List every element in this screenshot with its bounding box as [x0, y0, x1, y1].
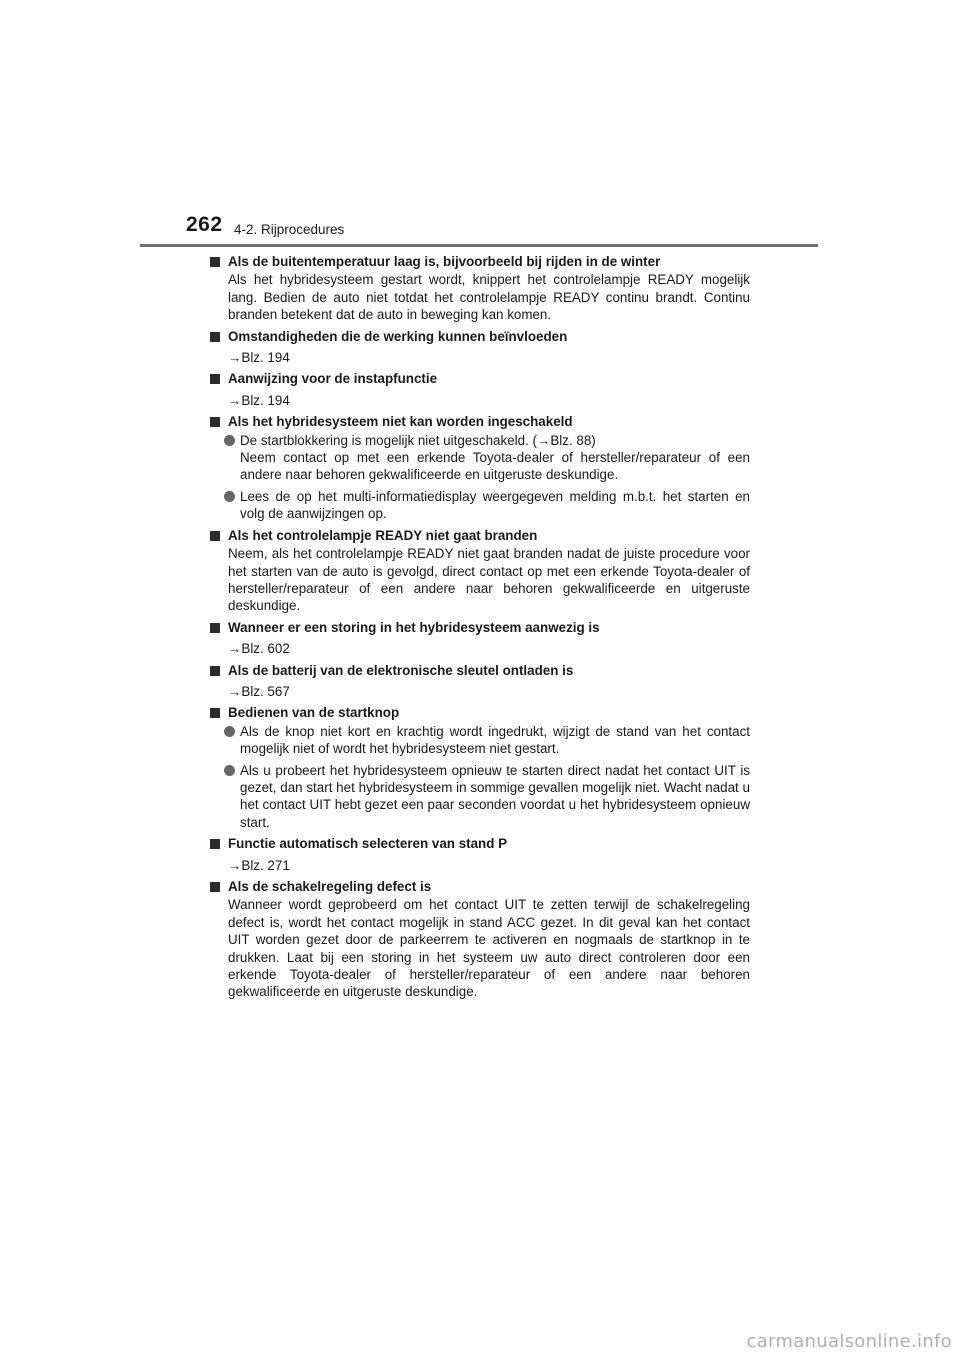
- section-heading: Als het hybridesysteem niet kan worden ingeschakeld: [210, 413, 750, 430]
- section-start-button: [210, 704, 750, 831]
- section-label: 4-2. Rijprocedures: [234, 222, 345, 237]
- square-bullet-icon: [210, 417, 220, 427]
- section-heading: Functie automatisch selecteren van stand P: [210, 835, 750, 852]
- section-heading: Als de schakelregeling defect is: [210, 878, 750, 895]
- page-reference[interactable]: →Blz. 194: [228, 392, 290, 408]
- section-system-malfunction: [210, 619, 750, 658]
- section-heading: Omstandigheden die de werking kunnen beïnvloeden: [210, 328, 750, 345]
- section-entry-function: [210, 370, 750, 409]
- arrow-right-icon: →: [228, 683, 242, 699]
- list-item: Als u probeert het hybridesysteem opnieuw te starten direct nadat het contact UIT is gezet, dan start het hybridesysteem in sommige gevallen mogelijk niet. Wacht nadat u het contact UIT hebt gezet een paar seconden voordat u het hybridesysteem opnieuw start.: [210, 762, 750, 832]
- square-bullet-icon: [210, 531, 220, 541]
- section-body: Neem, als het controlelampje READY niet gaat branden nadat de juiste procedure voor het starten van de auto is gevolgd, direct contact op met een erkende Toyota-dealer of hersteller/reparateur of een andere naar behoren gekwalificeerde en uitgeruste deskundige.: [228, 546, 750, 614]
- header-rule: [140, 244, 818, 247]
- square-bullet-icon: [210, 257, 220, 267]
- round-bullet-icon: [224, 726, 235, 737]
- arrow-right-icon: →: [228, 857, 242, 873]
- list-item: De startblokkering is mogelijk niet uitgeschakeld. (→Blz. 88) Neem contact op met een erkende Toyota-dealer of hersteller/reparateur of een andere naar behoren gekwalificeerde en uitgeruste deskundige.: [210, 432, 750, 484]
- arrow-right-icon: →: [228, 392, 242, 408]
- square-bullet-icon: [210, 374, 220, 384]
- section-shift-control: [210, 878, 750, 1001]
- square-bullet-icon: [210, 623, 220, 633]
- round-bullet-icon: [224, 491, 235, 502]
- square-bullet-icon: [210, 839, 220, 849]
- list-item: Als de knop niet kort en krachtig wordt ingedrukt, wijzigt de stand van het contact mogelijk niet of wordt het hybridesysteem niet gestart.: [210, 723, 750, 758]
- section-heading: Als de batterij van de elektronische sleutel ontladen is: [210, 662, 750, 679]
- list-item: Lees de op het multi-informatiedisplay weergegeven melding m.b.t. het starten en volg de aanwijzingen op.: [210, 488, 750, 523]
- section-heading: Als de buitentemperatuur laag is, bijvoorbeeld bij rijden in de winter: [210, 253, 750, 270]
- square-bullet-icon: [210, 882, 220, 892]
- arrow-right-icon: →: [228, 350, 242, 366]
- page-content: [210, 253, 750, 1005]
- page-reference[interactable]: →Blz. 602: [228, 641, 290, 657]
- section-heading: Als het controlelampje READY niet gaat branden: [210, 527, 750, 544]
- square-bullet-icon: [210, 666, 220, 676]
- section-key-battery: [210, 662, 750, 701]
- page-reference[interactable]: →Blz. 567: [228, 683, 290, 699]
- round-bullet-icon: [224, 765, 235, 776]
- watermark[interactable]: carmanualsonline.info: [746, 1331, 952, 1352]
- section-heading: Wanneer er een storing in het hybridesysteem aanwezig is: [210, 619, 750, 636]
- section-auto-p: [210, 835, 750, 874]
- page-number: 262: [186, 213, 223, 236]
- section-cold-temperature: [210, 253, 750, 324]
- section-heading: Bedienen van de startknop: [210, 704, 750, 721]
- page-reference[interactable]: →Blz. 194: [228, 350, 290, 366]
- round-bullet-icon: [224, 435, 235, 446]
- section-cannot-start: [210, 413, 750, 522]
- page-reference[interactable]: Blz. 88: [550, 432, 592, 448]
- square-bullet-icon: [210, 332, 220, 342]
- arrow-right-icon: →: [536, 432, 551, 448]
- section-body: Wanneer wordt geprobeerd om het contact UIT te zetten terwijl de schakelregeling defect is, wordt het contact mogelijk in stand ACC gezet. In dit geval kan het contact UIT worden gezet door de parkeerrem te activeren en nogmaals de startknop in te drukken. Laat bij een storing in het systeem uw auto direct controleren door een erkende Toyota-dealer of hersteller/reparateur of een andere naar behoren gekwalificeerde en uitgeruste deskundige.: [228, 897, 750, 1000]
- section-conditions: [210, 328, 750, 367]
- section-body: Als het hybridesysteem gestart wordt, knippert het controlelampje READY mogelijk lang. Bedien de auto niet totdat het controlelampje READY continu brandt. Continu branden betekent dat de auto in beweging kan komen.: [228, 272, 750, 323]
- section-heading: Aanwijzing voor de instapfunctie: [210, 370, 750, 387]
- section-ready-lamp: [210, 527, 750, 615]
- page-reference[interactable]: →Blz. 271: [228, 857, 290, 873]
- arrow-right-icon: →: [228, 641, 242, 657]
- square-bullet-icon: [210, 708, 220, 718]
